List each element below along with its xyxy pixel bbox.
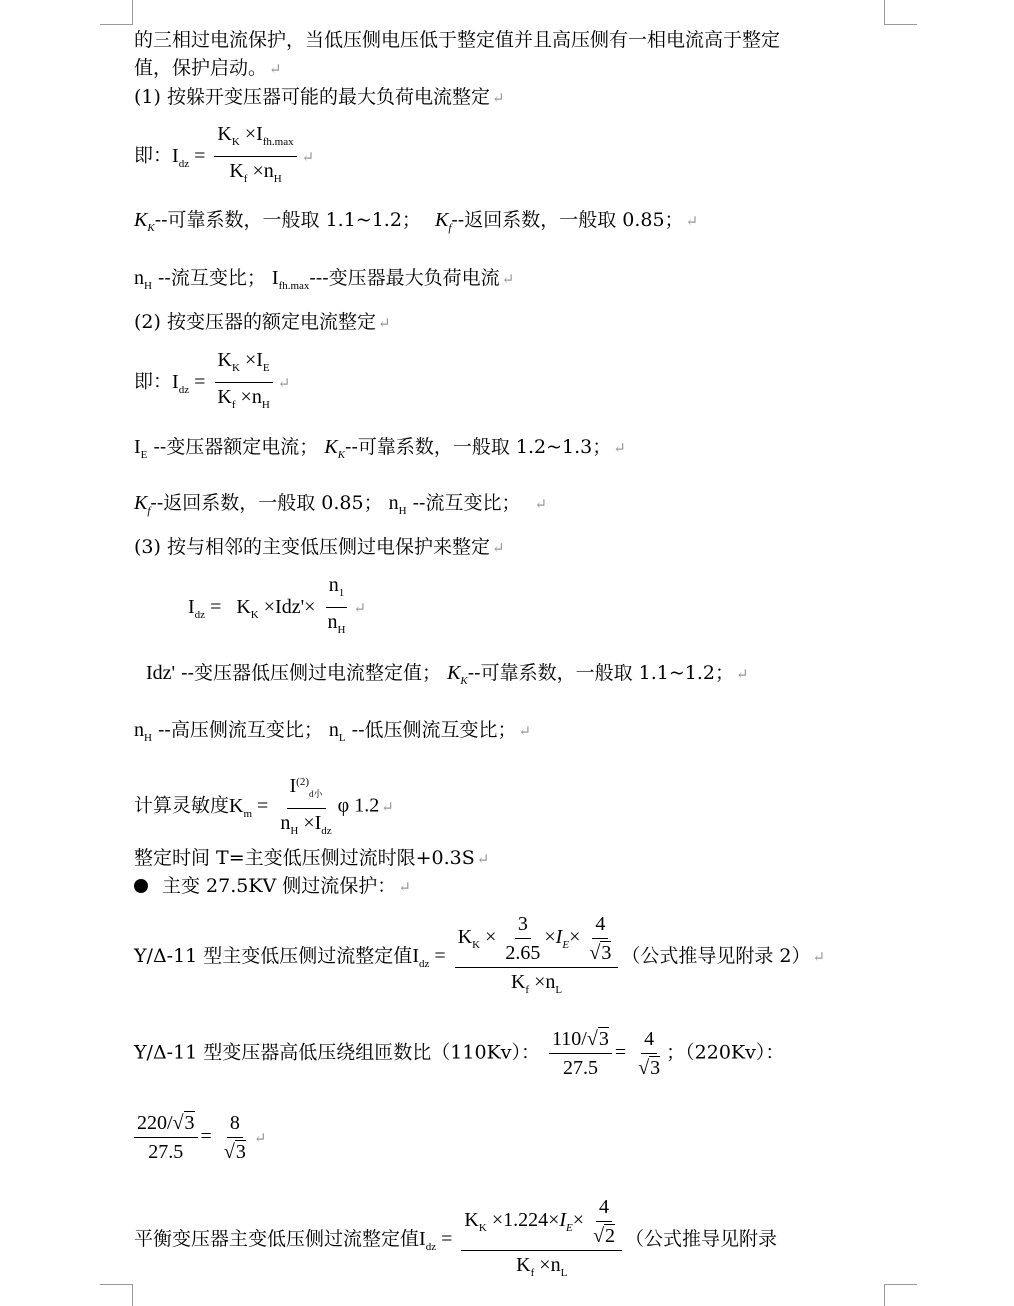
idzp-definition: Idz' --变压器低压侧过电流整定值； $K_K--$可靠系数，一般取 1.1~1.2； ↵ [146, 662, 749, 687]
formula-3: $I_{dz}$ = $K_K \times Idz'\times$ $\frac{n_1}{n_H}$ ↵ [188, 573, 366, 642]
nh-nl-definition: $n_H$ --高压侧流互变比； $n_L$ --低压侧流互变比； ↵ [134, 719, 532, 744]
balance-formula: 平衡变压器主变低压侧过流整定值$I_{dz}$ = $K_K \times 1.224\times I_E\times$ $\frac{4}{√2}$ $K_f \times n_L$ （公式推导见附录 [134, 1195, 777, 1285]
ratio-110-result: $\frac{4}{√3}$ [638, 1028, 661, 1079]
formula-2: 即：$I_{dz}$ = $\frac{K_K \times I_E}{K_f \times n_H}$ ↵ [134, 348, 290, 417]
yd-formula: Y/Δ-11 型主变低压侧过流整定值$I_{dz}$ = $K_K$ × $\frac{3}{2.65}$ $\times I_E\times$ $\frac{4}{√3}$ $K_f \times n_L$ （公式推导见附录 2） ↵ [134, 912, 825, 1002]
ie-definition: $I_E$ --变压器额定电流； $K_K--$可靠系数，一般取 1.2~1.3； ↵ [134, 436, 626, 461]
kk-definition-1: $K_K--$可靠系数，一般取 1.1~1.2； $K_f--$返回系数，一般取 0.85； ↵ [134, 209, 699, 234]
kf-definition-2: $K_f--$返回系数，一般取 0.85； $n_H$ --流互变比； ↵ [134, 492, 548, 517]
formula-1: 即：$I_{dz}$ = $\frac{K_K \times I_{fh.max}}{K_f \times n_H}$ ↵ [134, 122, 314, 191]
nh-definition-1: $n_H$ --流互变比； $I_{fh.max}---$变压器最大负荷电流 ↵ [134, 267, 515, 292]
ratio-220-fraction: $\frac{220/√3}{27.5}$ [134, 1111, 198, 1164]
crop-mark-bottom-left [100, 1284, 133, 1306]
intro-line-2: 值，保护启动。 ↵ [134, 57, 282, 79]
item1-title: (1) 按躲开变压器可能的最大负荷电流整定 ↵ [134, 86, 505, 108]
yd-fraction: $K_K$ × $\frac{3}{2.65}$ $\times I_E\times$ $\frac{4}{√3}$ $K_f \times n_L$ [455, 912, 619, 1002]
formula-2-fraction: $\frac{K_K \times I_E}{K_f \times n_H}$ [214, 348, 272, 417]
time-setting: 整定时间 T=主变低压侧过流时限+0.3S ↵ [134, 847, 490, 869]
crop-mark-top-left [100, 0, 133, 25]
ratio-110-fraction: $\frac{110/√3}{27.5}$ [549, 1027, 612, 1080]
intro-line-1: 的三相过电流保护，当低压侧电压低于整定值并且高压侧有一相电流高于整定 [134, 29, 781, 51]
sensitivity-fraction: $\frac{I^{(2)}_{d小}}{n_H \times I_{dz}}$ [277, 770, 334, 843]
item3-title: (3) 按与相邻的主变低压侧过电保护来整定 ↵ [134, 536, 505, 558]
bullet-icon [134, 879, 148, 893]
crop-mark-top-right [884, 0, 917, 25]
formula-1-fraction: $\frac{K_K \times I_{fh.max}}{K_f \times n_H}$ [214, 122, 296, 191]
ratio-220-formula: $\frac{220/√3}{27.5}$ = $\frac{8}{√3}$ ↵ [134, 1111, 266, 1164]
crop-mark-bottom-right [884, 1284, 917, 1306]
ratio-220-result: $\frac{8}{√3}$ [223, 1112, 246, 1163]
sensitivity-formula: 计算灵敏度$K_m$ = $\frac{I^{(2)}_{d小}}{n_H \times I_{dz}}$ φ 1.2 ↵ [134, 770, 394, 843]
item2-title: (2) 按变压器的额定电流整定 ↵ [134, 311, 391, 333]
bullet-item: 主变 27.5KV 侧过流保护： ↵ [134, 873, 411, 900]
formula-3-fraction: $\frac{n_1}{n_H}$ [327, 574, 346, 636]
turns-ratio-line: Y/Δ-11 型变压器高低压绕组匝数比（110Kv）： $\frac{110/√3}{27.5}$ = $\frac{4}{√3}$ ；（220Kv）： [134, 1028, 785, 1079]
balance-fraction: $K_K \times 1.224\times I_E\times$ $\frac{4}{√2}$ $K_f \times n_L$ [461, 1195, 622, 1285]
